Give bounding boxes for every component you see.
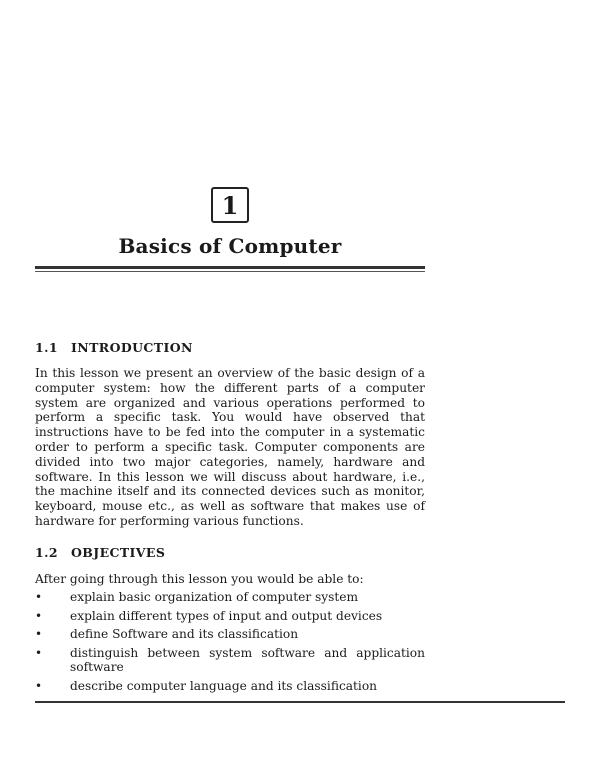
introduction-paragraph: In this lesson we present an overview of the basic design of a computer system: how the different parts of a computer system are organized and various operations performed to perform a specific task. You would have observed that instructions have to be fed into the computer in a systematic order to perform a specific task. Computer components are divided into two major categories, namely, hardware and software. In this lesson we will discuss about hardware, i.e., the machine itself and its connected devices such as monitor, keyboard, mouse etc., as well as software that makes use of hardware for performing various functions.: [35, 366, 425, 528]
list-item: [35, 679, 425, 694]
list-item: [35, 646, 425, 675]
objectives-list: [35, 590, 425, 697]
chapter-number: 1: [221, 190, 239, 220]
bullet-icon: •: [35, 627, 43, 641]
list-item-text: define Software and its classification: [70, 627, 299, 641]
list-item: [35, 627, 425, 642]
section-number: 1.2: [35, 545, 58, 560]
title-rule-thin: [35, 271, 425, 272]
bullet-icon: •: [35, 678, 43, 693]
list-item-text: explain basic organization of computer system: [70, 590, 359, 604]
objectives-lead: After going through this lesson you would be able to:: [35, 572, 364, 586]
bullet-icon: •: [35, 608, 43, 623]
list-item: [35, 609, 425, 624]
bullet-icon: •: [35, 590, 43, 604]
list-item-text: distinguish between system software and application software: [70, 645, 425, 674]
section-number: 1.1: [35, 340, 58, 355]
bullet-icon: •: [35, 645, 43, 660]
section-title: OBJECTIVES: [71, 545, 166, 560]
list-item: [35, 590, 425, 605]
section-heading-introduction: [35, 340, 193, 355]
list-item-text: describe computer language and its classification: [70, 678, 378, 693]
section-heading-objectives: [35, 545, 165, 560]
title-rule-thick: [35, 266, 425, 269]
footer-rule: [35, 701, 565, 703]
list-item-text: explain different types of input and output devices: [70, 608, 383, 623]
section-title: INTRODUCTION: [71, 340, 193, 355]
chapter-number-box: [211, 187, 249, 223]
chapter-title: Basics of Computer: [118, 234, 342, 258]
